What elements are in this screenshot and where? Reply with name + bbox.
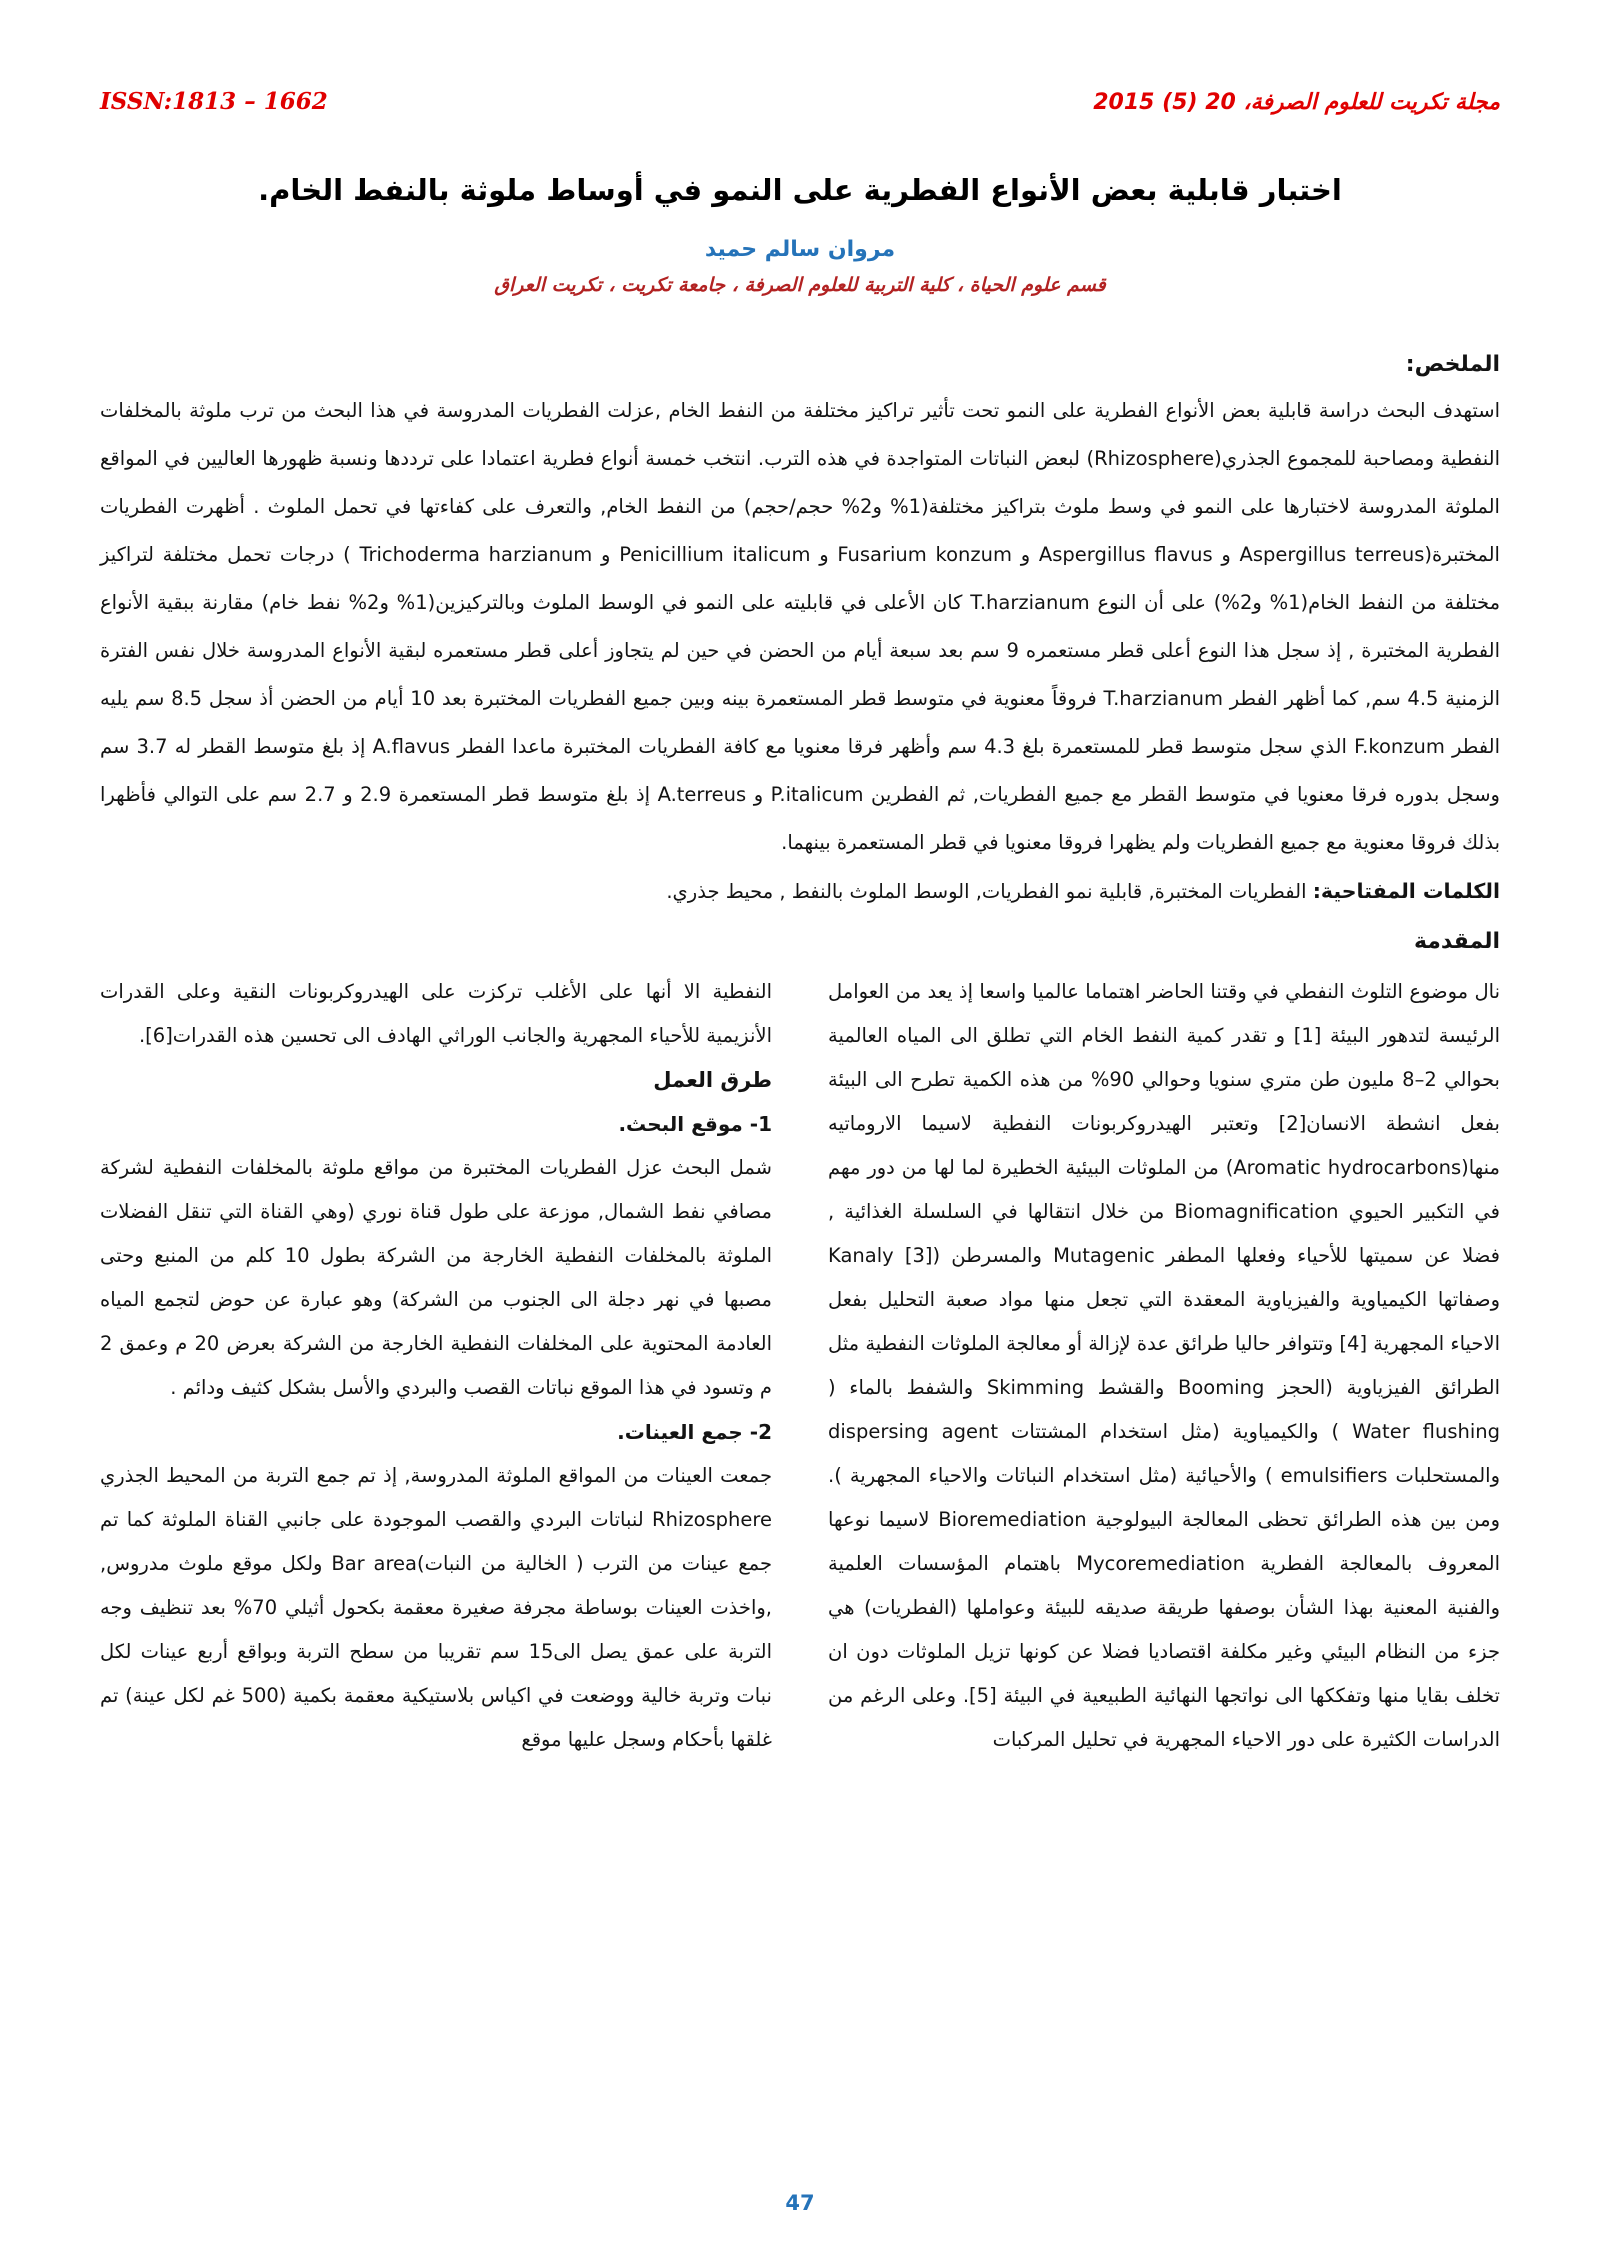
journal-header [100, 88, 1500, 115]
abstract-section [100, 352, 1500, 916]
methods-section2-heading: 2- جمع العينات. [617, 1420, 772, 1444]
author-affiliation: قسم علوم الحياة ، كلية التربية للعلوم الصرفة ، جامعة تكريت ، تكريت العراق [494, 274, 1106, 296]
methods-section1-paragraph: شمل البحث عزل الفطريات المختبرة من مواقع ملوثة بالمخلفات النفطية لشركة مصافي نفط الشمال, موزعة على طول قناة نوري (وهي القناة التي تنقل الفضلات الملوثة بالمخلفات النفطية الخارجة من الشركة بطول 10 كلم من المنبع وحتى مصبها في نهر دجلة الى الجنوب من الشركة) وهو عبارة عن حوض لتجمع المياه العادمة المحتوية على المخلفات النفطية الخارجة من الشركة بعرض 20 م وعمق 2 م وتسود في هذا الموقع نباتات القصب والبردي والأسل بشكل كثيف ودائم . [100, 1156, 772, 1399]
keywords-label: الكلمات المفتاحية: [1312, 879, 1500, 903]
journal-name: مجلة تكريت للعلوم الصرفة، 20 (5) 2015 [1093, 90, 1500, 115]
introduction-paragraph: نال موضوع التلوث النفطي في وقتنا الحاضر اهتماما عالميا واسعا إذ يعد من العوامل الرئيسة لتدهور البيئة [1] و تقدر كمية النفط الخام التي تطلق الى المياه العالمية بحوالي 2–8 مليون طن متري سنويا وحوالي 90% من هذه الكمية تطرح الى البيئة بفعل انشطة الانسان[2] وتعتبر الهيدروكربونات النفطية لاسيما الاروماتيه منها(Aromatic hydrocarbons) من الملوثات البيئية الخطيرة لما لها من دور مهم في التكبير الحيوي Biomagnification من خلال انتقالها في السلسلة الغذائية , فضلا عن سميتها للأحياء وفعلها المطفر Mutagenic والمسرطن (Kanaly [3] وصفاتها الكيمياوية والفيزياوية المعقدة التي تجعل منها مواد صعبة التحليل بفعل الاحياء المجهرية [4] وتتوافر حاليا طرائق عدة لإزالة أو معالجة الملوثات النفطية مثل الطرائق الفيزياوية (الحجز Booming والقشط Skimming والشفط بالماء ( Water flushing ) والكيمياوية (مثل استخدام المشتتات dispersing agent والمستحلبات emulsifiers ) والأحيائية (مثل استخدام النباتات والاحياء المجهرية ). ومن بين هذه الطرائق تحظى المعالجة البيولوجية Bioremediation لاسيما نوعها المعروف بالمعالجة الفطرية Mycoremediation باهتمام المؤسسات العلمية والفنية المعنية بهذا الشأن بوصفها طريقة صديقه للبيئة وعواملها (الفطريات) هي جزء من النظام البيئي وغير مكلفة اقتصاديا فضلا عن كونها تزيل الملوثات دون ان تخلف بقايا منها وتفككها الى نواتجها النهائية الطبيعية في البيئة [5]. وعلى الرغم من الدراسات الكثيرة على دور الاحياء المجهرية في تحليل المركبات [828, 980, 1500, 1751]
page-number: 47 [785, 2191, 815, 2215]
author-name: مروان سالم حميد [704, 237, 896, 262]
page-footer [0, 2191, 1600, 2215]
issn-label: ISSN:1813 – 1662 [100, 88, 328, 115]
introduction-heading: المقدمة [1413, 929, 1500, 954]
methods-section2-paragraph: جمعت العينات من المواقع الملوثة المدروسة, إذ تم جمع التربة من المحيط الجذري Rhizosphere لنباتات البردي والقصب الموجودة على جانبي القناة الملوثة كما تم جمع عينات من الترب ( الخالية من النبات)Bar area ولكل موقع ملوث مدروس, ,واخذت العينات بوساطة مجرفة صغيرة معقمة بكحول أثيلي 70% بعد تنظيف وجه التربة على عمق يصل الى15 سم تقريبا من سطح التربة وبواقع أربع عينات لكل نبات وتربة خالية ووضعت في اكياس بلاستيكية معقمة بكمية (500 غم لكل عينة) تم غلقها بأحكام وسجل عليها موقع [100, 1464, 772, 1751]
keywords-text: الفطريات المختبرة, قابلية نمو الفطريات, الوسط الملوث بالنفط , محيط جذري. [666, 880, 1313, 903]
column-left-methods [100, 970, 772, 1762]
abstract-heading: الملخص: [1405, 352, 1500, 377]
paper-title: اختبار قابلية بعض الأنواع الفطرية على النمو في أوساط ملوثة بالنفط الخام. [258, 173, 1342, 207]
keywords-line [100, 867, 1500, 916]
two-column-body [100, 970, 1500, 1762]
methods-section1-heading: 1- موقع البحث. [618, 1112, 772, 1136]
introduction-continuation-paragraph: النفطية الا أنها على الأغلب تركزت على الهيدروكربونات النقية وعلى القدرات الأنزيمية للأحياء المجهرية والجانب الوراثي الهادف الى تحسين هذه القدرات[6]. [100, 980, 772, 1047]
column-right-introduction [828, 970, 1500, 1762]
methods-heading: طرق العمل [653, 1068, 772, 1092]
abstract-body: استهدف البحث دراسة قابلية بعض الأنواع الفطرية على النمو تحت تأثير تراكيز مختلفة من النفط الخام ,عزلت الفطريات المدروسة في هذا البحث من ترب ملوثة بالمخلفات النفطية ومصاحبة للمجموع الجذري(Rhizosphere) لبعض النباتات المتواجدة في هذه الترب. انتخب خمسة أنواع فطرية اعتمادا على ترددها ونسبة ظهورها العاليين في المواقع الملوثة المدروسة لاختبارها على النمو في وسط ملوث بتراكيز مختلفة(1% و2% حجم/حجم) من النفط الخام, والتعرف على كفاءتها في تحمل الملوث . أظهرت الفطريات المختبرة(Aspergillus terreus و Aspergillus flavus و Fusarium konzum و Penicillium italicum و Trichoderma harzianum ) درجات تحمل مختلفة لتراكيز مختلفة من النفط الخام(1% و2%) على أن النوع T.harzianum كان الأعلى في قابليته على النمو في الوسط الملوث وبالتركيزين(1% و2% نفط خام) مقارنة ببقية الأنواع الفطرية المختبرة , إذ سجل هذا النوع أعلى قطر مستعمره 9 سم بعد سبعة أيام من الحضن في حين لم يتجاوز أعلى قطر مستعمره لبقية الأنواع المدروسة خلال نفس الفترة الزمنية 4.5 سم, كما أظهر الفطر T.harzianum فروقاً معنوية في متوسط قطر المستعمرة بينه وبين جميع الفطريات المختبرة بعد 10 أيام من الحضن أذ سجل 8.5 سم يليه الفطر F.konzum الذي سجل متوسط قطر للمستعمرة بلغ 4.3 سم وأظهر فرقا معنويا مع كافة الفطريات المختبرة ماعدا الفطر A.flavus إذ بلغ متوسط القطر له 3.7 سم وسجل بدوره فرقا معنويا في متوسط القطر مع جميع الفطريات, ثم الفطرين P.italicum و A.terreus إذ بلغ متوسط قطر المستعمرة 2.9 و 2.7 سم على التوالي فأظهرا بذلك فروقا معنوية مع جميع الفطريات ولم يظهرا فروقا معنويا في قطر المستعمرة بينهما. [100, 399, 1501, 854]
